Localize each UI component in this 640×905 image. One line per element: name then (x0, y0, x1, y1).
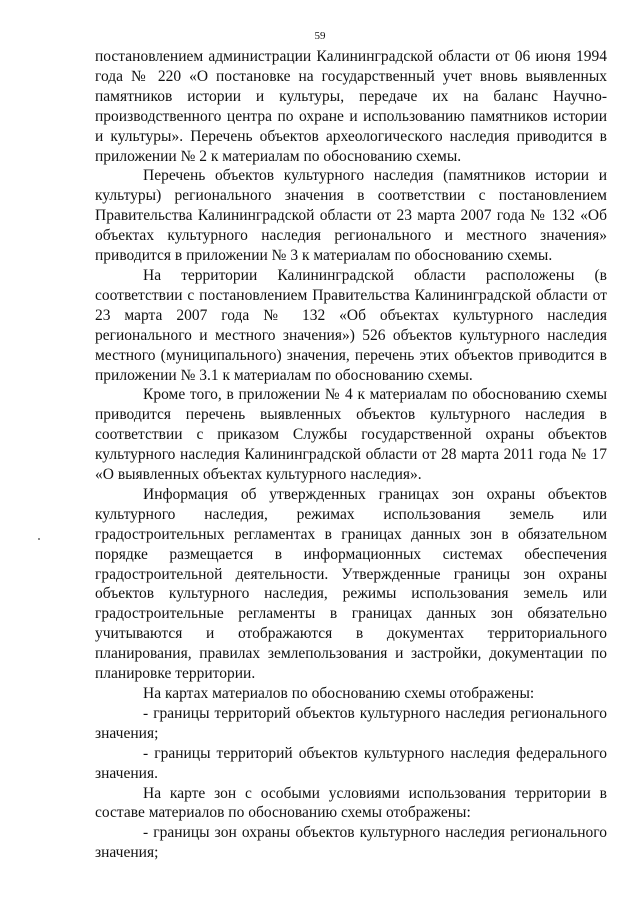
paragraph-continuation: постановлением администрации Калининградской области от 06 июня 1994 года № 220 «О постановке на государственный учет вновь выявленных памятников истории и культуры, передаче их на баланс Научно-производственного центра по охране и использованию памятников истории и культуры». Перечень объектов археологического наследия приводится в приложении № 2 к материалам по обоснованию схемы. (95, 48, 607, 165)
paragraph-identified-objects: Кроме того, в приложении № 4 к материалам по обоснованию схемы приводится перечень выявленных объектов культурного наследия в соответствии с приказом Службы государственной охраны объектов культурного наследия Калининградской области от 28 марта 2011 года № 17 «О выявленных объектах культурного наследия». (95, 386, 607, 484)
body-text (95, 47, 607, 863)
scan-speck (38, 538, 40, 540)
list-item-protection-zone-boundaries: - границы зон охраны объектов культурного наследия регионального значения; (95, 824, 607, 862)
paragraph-regional-objects: Перечень объектов культурного наследия (памятников истории и культуры) регионального значения в соответствии с постановлением Правительства Калининградской области от 23 марта 2007 года № 132 «Об объектах культурного наследия регионального и местного значения» приводится в приложении № 3 к материалам по обоснованию схемы. (95, 167, 607, 265)
list-item-regional-boundaries: - границы территорий объектов культурного наследия регионального значения; (95, 704, 607, 742)
page-number: 59 (314, 30, 326, 42)
list-item-federal-boundaries: - границы территорий объектов культурного наследия федерального значения. (95, 744, 607, 782)
paragraph-maps-intro: На картах материалов по обоснованию схемы отображены: (143, 685, 535, 702)
paragraph-special-zones-map: На карте зон с особыми условиями использования территории в составе материалов по обоснованию схемы отображены: (95, 784, 607, 822)
paragraph-protection-zones: Информация об утвержденных границах зон охраны объектов культурного наследия, режимах использования земель или градостроительных регламентах в границах данных зон в обязательном порядке размещается в информационных системах обеспечения градостроительной деятельности. Утвержденные границы зон охраны объектов культурного наследия, режимы использования земель или градостроительные регламенты в границах данных зон обязательно учитываются и отображаются в документах территориального планирования, правилах землепользования и застройки, документации по планировке территории. (95, 485, 607, 683)
paragraph-local-objects: На территории Калининградской области расположены (в соответствии с постановлением Правительства Калининградской области от 23 марта 2007 года № 132 «Об объектах культурного наследия регионального и местного значения») 526 объектов культурного наследия местного (муниципального) значения, перечень этих объектов приводится в приложении № 3.1 к материалам по обоснованию схемы. (95, 266, 607, 384)
